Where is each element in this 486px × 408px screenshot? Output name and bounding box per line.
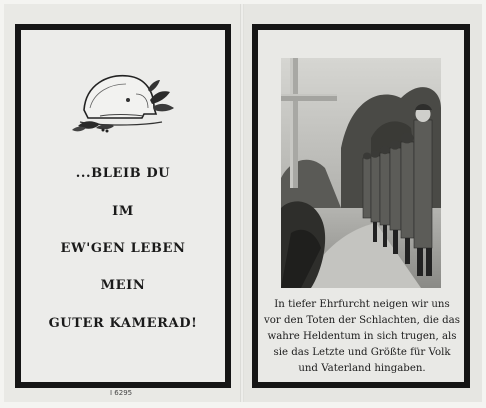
caption-line-2: vor den Toten der Schlachten, die das [264, 315, 460, 326]
caption-line-3: wahre Heldentum in sich trugen, als [267, 331, 457, 342]
memorial-caption [264, 297, 460, 377]
caption-line-4: sie das Letzte und Größte für Volk [273, 347, 451, 358]
caption-line-1: In tiefer Ehrfurcht neigen wir uns [274, 299, 450, 310]
verse-line-5: GUTER KAMERAD! [48, 316, 198, 331]
memorial-photo [281, 58, 441, 288]
verse-line-3: EW'GEN LEBEN [60, 241, 186, 256]
caption-line-5: und Vaterland hingaben. [298, 363, 426, 374]
print-code: I 6295 [110, 389, 133, 397]
steel-helmet-icon [70, 70, 180, 140]
verse-line-1: ...BLEIB DU [75, 166, 171, 181]
verse-line-4: MEIN [100, 278, 146, 293]
verse-line-2: IM [112, 204, 134, 219]
